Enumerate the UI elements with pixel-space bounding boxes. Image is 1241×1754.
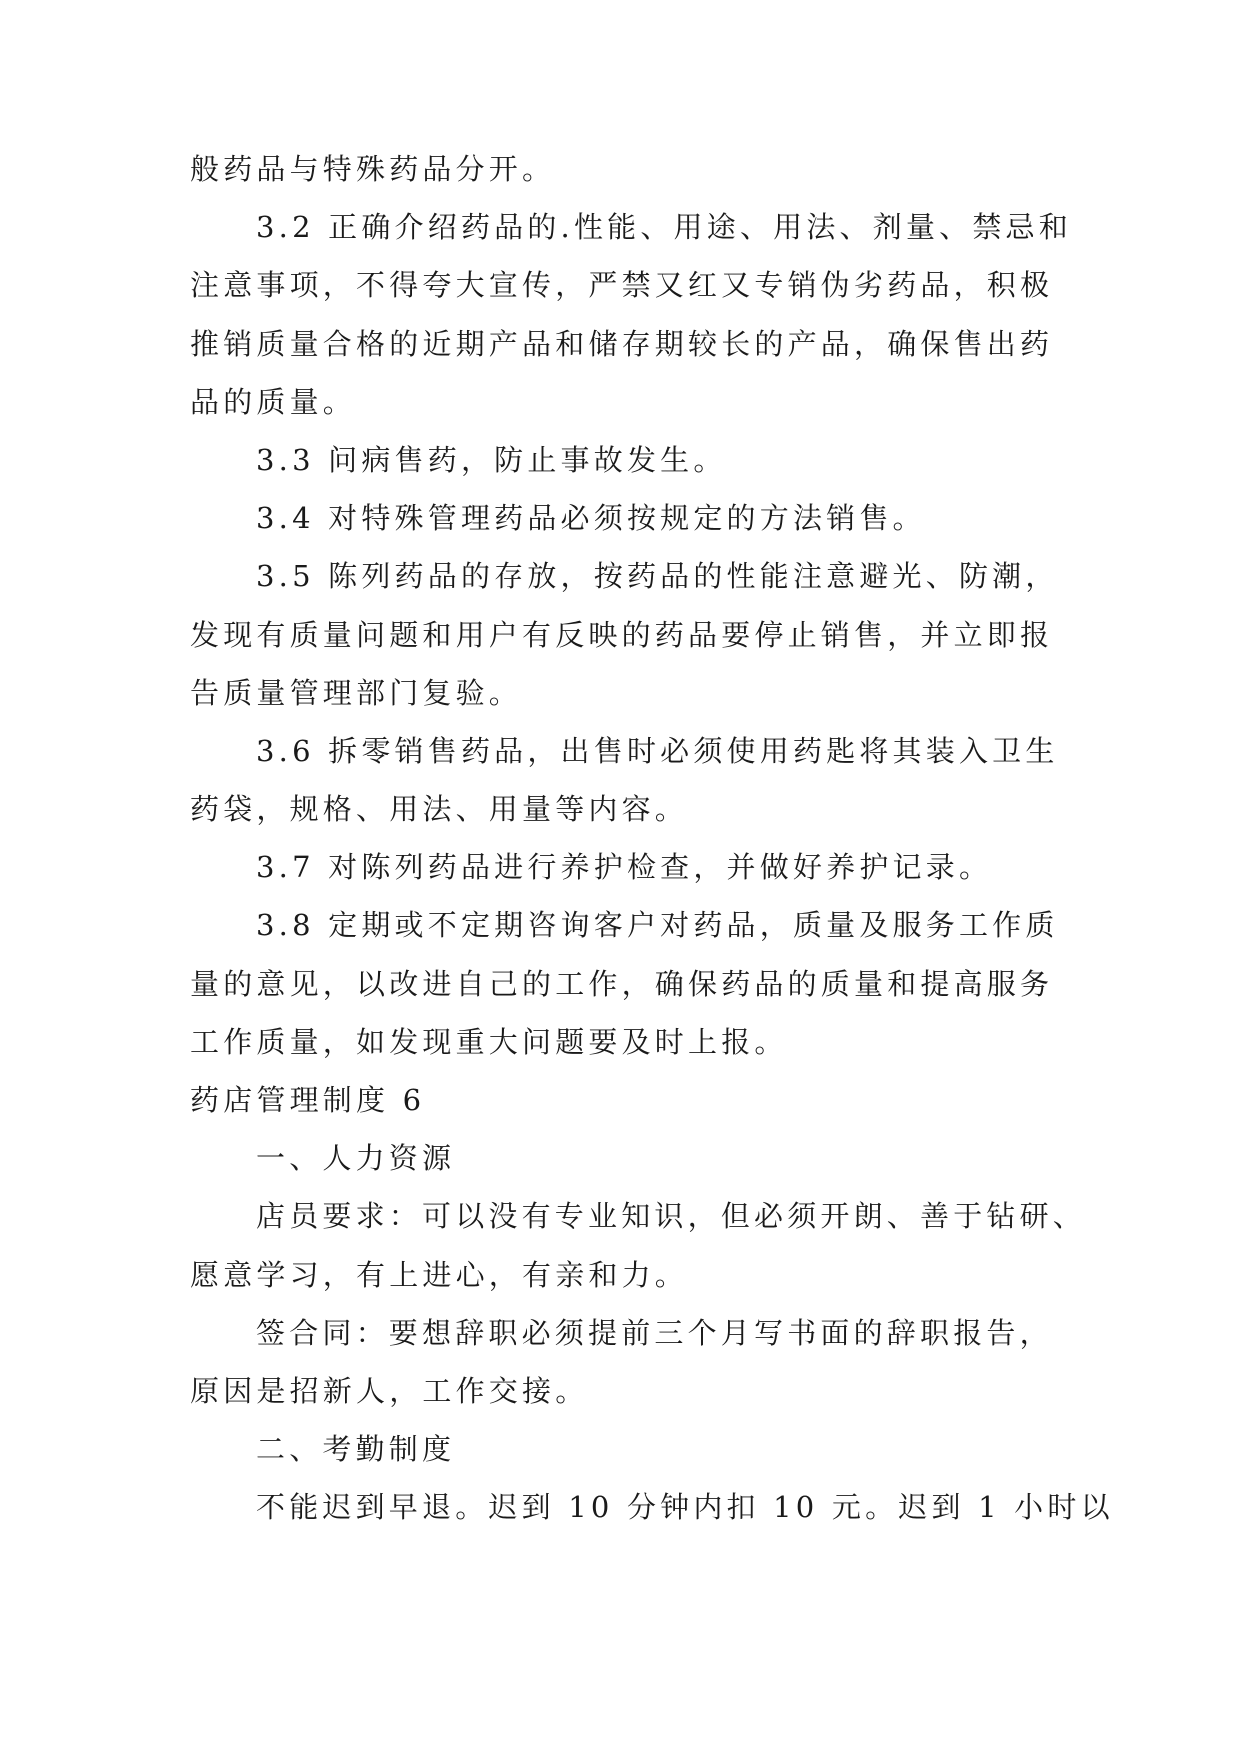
text-line: 愿意学习，有上进心，有亲和力。 bbox=[190, 1257, 689, 1292]
text-line: 3.6 拆零销售药品，出售时必须使用药匙将其装入卫生 bbox=[256, 733, 1059, 768]
text-line: 品的质量。 bbox=[190, 384, 357, 419]
text-line: 告质量管理部门复验。 bbox=[190, 675, 523, 710]
text-line: 药袋，规格、用法、用量等内容。 bbox=[190, 792, 689, 827]
text-line: 原因是招新人，工作交接。 bbox=[190, 1373, 589, 1408]
text-line: 推销质量合格的近期产品和储存期较长的产品，确保售出药 bbox=[190, 326, 1054, 361]
text-line: 发现有质量问题和用户有反映的药品要停止销售，并立即报 bbox=[190, 617, 1054, 652]
text-line: 二、考勤制度 bbox=[256, 1432, 456, 1467]
text-line: 注意事项，不得夸大宣传，严禁又红又专销伪劣药品，积极 bbox=[190, 268, 1054, 303]
document-body bbox=[190, 140, 1114, 1537]
text-line: 3.2 正确介绍药品的.性能、用途、用法、剂量、禁忌和 bbox=[256, 210, 1072, 245]
text-line: 般药品与特殊药品分开。 bbox=[190, 152, 556, 186]
text-line: 量的意见，以改进自己的工作，确保药品的质量和提高服务 bbox=[190, 966, 1054, 1001]
text-line: 3.3 问病售药，防止事故发生。 bbox=[256, 442, 727, 477]
text-line: 一、人力资源 bbox=[256, 1141, 456, 1176]
text-line: 3.8 定期或不定期咨询客户对药品，质量及服务工作质 bbox=[256, 908, 1059, 943]
text-line: 3.5 陈列药品的存放，按药品的性能注意避光、防潮， bbox=[256, 559, 1059, 594]
text-line: 3.4 对特殊管理药品必须按规定的方法销售。 bbox=[256, 501, 926, 536]
text-line: 药店管理制度 6 bbox=[190, 1083, 426, 1117]
text-line: 3.7 对陈列药品进行养护检查，并做好养护记录。 bbox=[256, 850, 993, 885]
text-line: 店员要求：可以没有专业知识，但必须开朗、善于钻研、 bbox=[256, 1199, 1087, 1234]
text-line: 不能迟到早退。迟到 10 分钟内扣 10 元。迟到 1 小时以 bbox=[256, 1490, 1114, 1525]
text-line: 签合同：要想辞职必须提前三个月写书面的辞职报告， bbox=[256, 1315, 1053, 1350]
text-line: 工作质量，如发现重大问题要及时上报。 bbox=[190, 1024, 788, 1059]
